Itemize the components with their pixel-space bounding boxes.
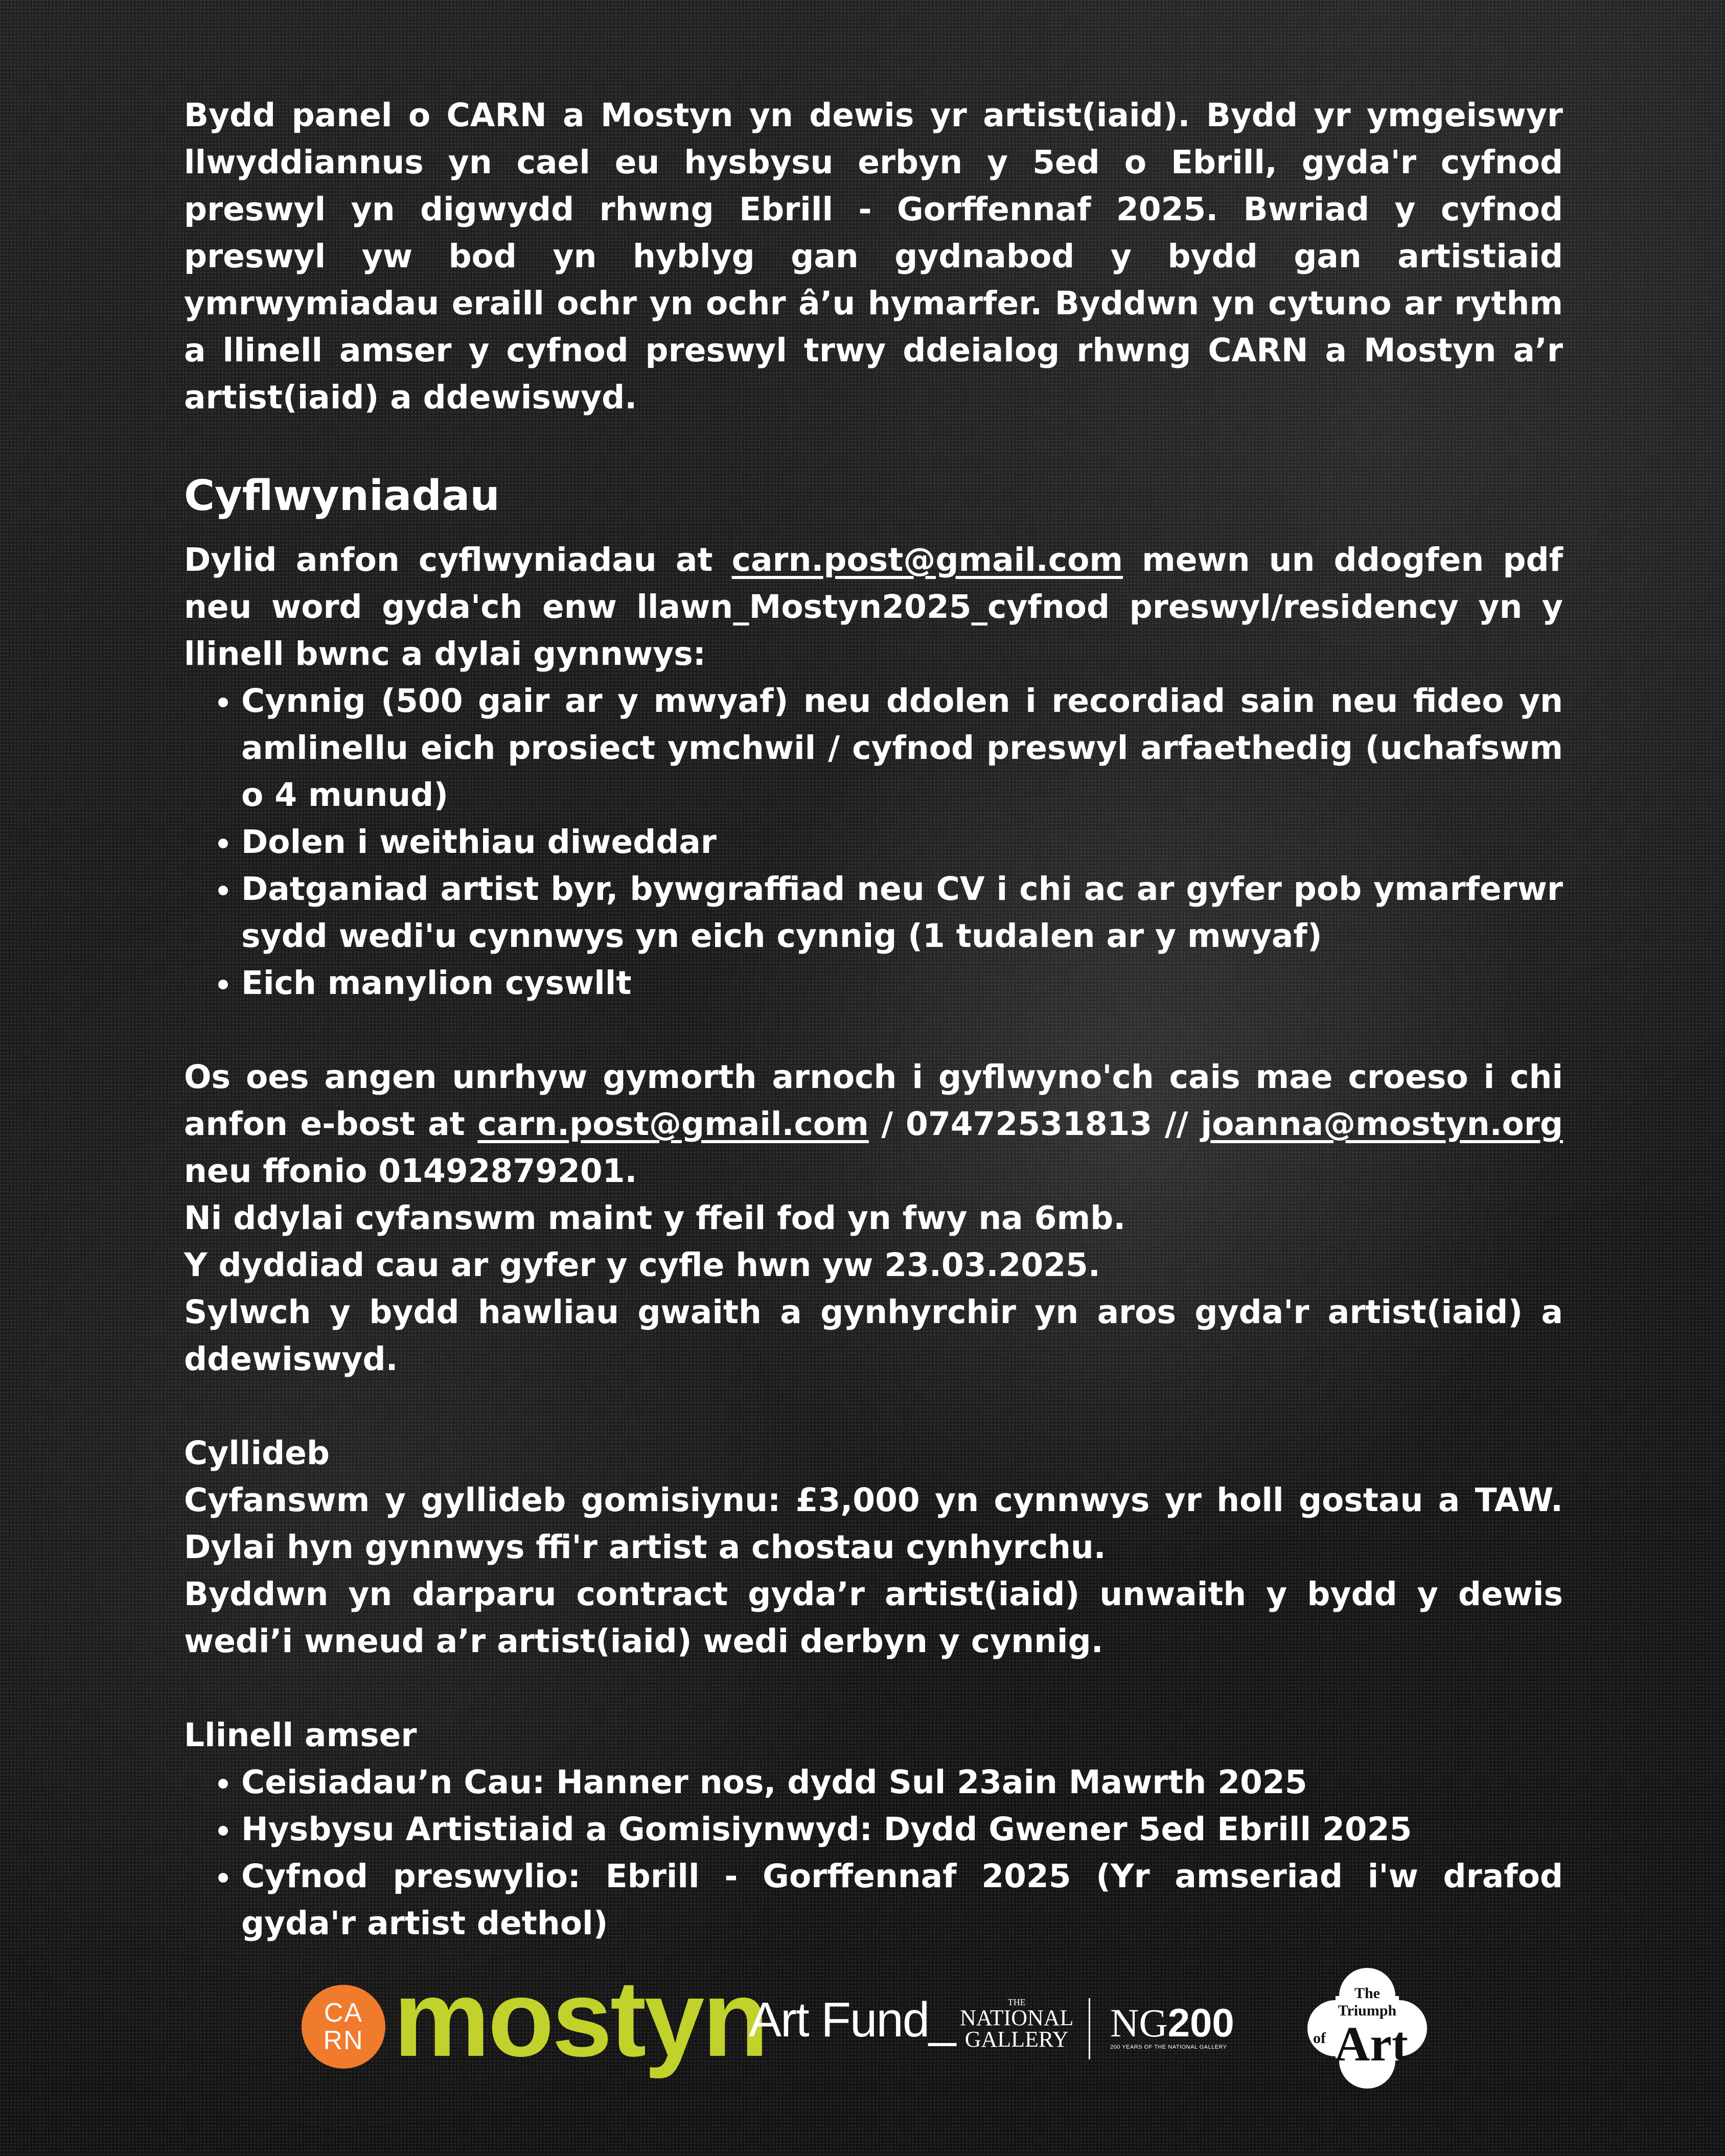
help-text-after: neu ffonio 01492879201.: [184, 1152, 637, 1190]
file-size-note: Ni ddylai cyfanswm maint y ffeil fod yn fwy na 6mb.: [184, 1199, 1126, 1237]
ng200-subtitle: 200 YEARS OF THE NATIONAL GALLERY: [1110, 2044, 1227, 2050]
document-body: [184, 92, 1563, 1947]
ng200-logo: [1110, 2002, 1234, 2051]
closing-date-note: Y dyddiad cau ar gyfer y cyfle hwn yw 23.03.2025.: [184, 1246, 1100, 1284]
list-item: • Eich manylion cyswllt: [241, 960, 1563, 1007]
triumph-art: Art: [1335, 2016, 1408, 2071]
national-gallery-logo: [960, 1997, 1073, 2050]
ng-national: NATIONAL: [960, 2005, 1074, 2030]
submissions-heading: Cyflwyniadau: [184, 472, 500, 520]
help-paragraph: [184, 1054, 1563, 1195]
joanna-email-link[interactable]: joanna@mostyn.org: [1201, 1105, 1563, 1143]
list-item: • Dolen i weithiau diweddar: [241, 819, 1563, 866]
triumph-triumph: Triumph: [1338, 2002, 1397, 2019]
budget-line-1: Cyfanswm y gyllideb gomisiynu: £3,000 yn cynnwys yr holl gostau a TAW. Dylai hyn gynnwys ffi'r artist a chostau cynhyrchu.: [184, 1481, 1563, 1566]
timeline-heading: Llinell amser: [184, 1717, 417, 1754]
help-email-link[interactable]: carn.post@gmail.com: [477, 1105, 869, 1143]
list-item: • Cynnig (500 gair ar y mwyaf) neu ddolen i recordiad sain neu fideo yn amlinellu eich prosiect ymchwil / cyfnod preswyl arfaethedig (uchafswm o 4 munud): [241, 678, 1563, 819]
carn-logo-top: CA: [324, 1998, 363, 2028]
intro-paragraph: Bydd panel o CARN a Mostyn yn dewis yr artist(iaid). Bydd yr ymgeiswyr llwyddiannus yn cael eu hysbysu erbyn y 5ed o Ebrill, gyda'r cyfnod preswyl yn digwydd rhwng Ebrill - Gorffennaf 2025. Bwriad y cyfnod preswyl yw bod yn hyblyg gan gydnabod y bydd gan artistiaid ymrwymiadau eraill ochr yn ochr â’u hymarfer. Byddwn yn cytuno ar rythm a llinell amser y cyfnod preswyl trwy ddeialog rhwng CARN a Mostyn a’r artist(iaid) a ddewiswyd.: [184, 97, 1563, 416]
art-fund-logo: Art Fund_: [749, 1992, 955, 2047]
ng200-number: 200: [1167, 2000, 1234, 2045]
logo-divider: [1089, 1998, 1090, 2059]
list-item: • Cyfnod preswylio: Ebrill - Gorffennaf 2025 (Yr amseriad i'w drafod gyda'r artist dethol): [241, 1853, 1563, 1947]
ng-the: THE: [1007, 1997, 1026, 2007]
ng-gallery: GALLERY: [964, 2027, 1069, 2052]
list-item: • Datganiad artist byr, bywgraffiad neu CV i chi ac ar gyfer pob ymarferwr sydd wedi'u cynnwys yn eich cynnig (1 tudalen ar y mwyaf): [241, 866, 1563, 960]
timeline-list: [184, 1759, 1563, 1947]
mostyn-logo: mostyn: [394, 1958, 767, 2079]
ng200-ng: NG: [1110, 2001, 1168, 2045]
sponsor-logos: [0, 1952, 1725, 2085]
carn-logo-bottom: RN: [323, 2026, 364, 2055]
triumph-of: of: [1313, 2030, 1326, 2047]
carn-logo: [302, 1985, 385, 2069]
submissions-lead-before: Dylid anfon cyflwyniadau at: [184, 541, 732, 578]
triumph-the: The: [1354, 1985, 1380, 2002]
budget-heading: Cyllideb: [184, 1434, 330, 1472]
submission-requirements-list: [184, 678, 1563, 1007]
submission-email-link[interactable]: carn.post@gmail.com: [731, 541, 1123, 578]
submissions-lead-after: mewn un ddogfen pdf neu word gyda'ch enw llawn_Mostyn2025_cyfnod preswyl/residency yn y llinell bwnc a dylai gynnwys:: [184, 541, 1563, 673]
help-phone: / 07472531813 //: [868, 1105, 1201, 1143]
budget-line-2: Byddwn yn darparu contract gyda’r artist(iaid) unwaith y bydd y dewis wedi’i wneud a’r artist(iaid) wedi derbyn y cynnig.: [184, 1575, 1563, 1660]
help-text-before: Os oes angen unrhyw gymorth arnoch i gyflwyno'ch cais mae croeso i chi anfon e-bost at: [184, 1058, 1563, 1143]
triumph-of-art-logo: [1306, 1964, 1429, 2092]
rights-note: Sylwch y bydd hawliau gwaith a gynhyrchir yn aros gyda'r artist(iaid) a ddewiswyd.: [184, 1293, 1563, 1378]
list-item: • Hysbysu Artistiaid a Gomisiynwyd: Dydd Gwener 5ed Ebrill 2025: [241, 1806, 1563, 1853]
submissions-lead: [184, 537, 1563, 678]
list-item: • Ceisiadau’n Cau: Hanner nos, dydd Sul 23ain Mawrth 2025: [241, 1759, 1563, 1806]
